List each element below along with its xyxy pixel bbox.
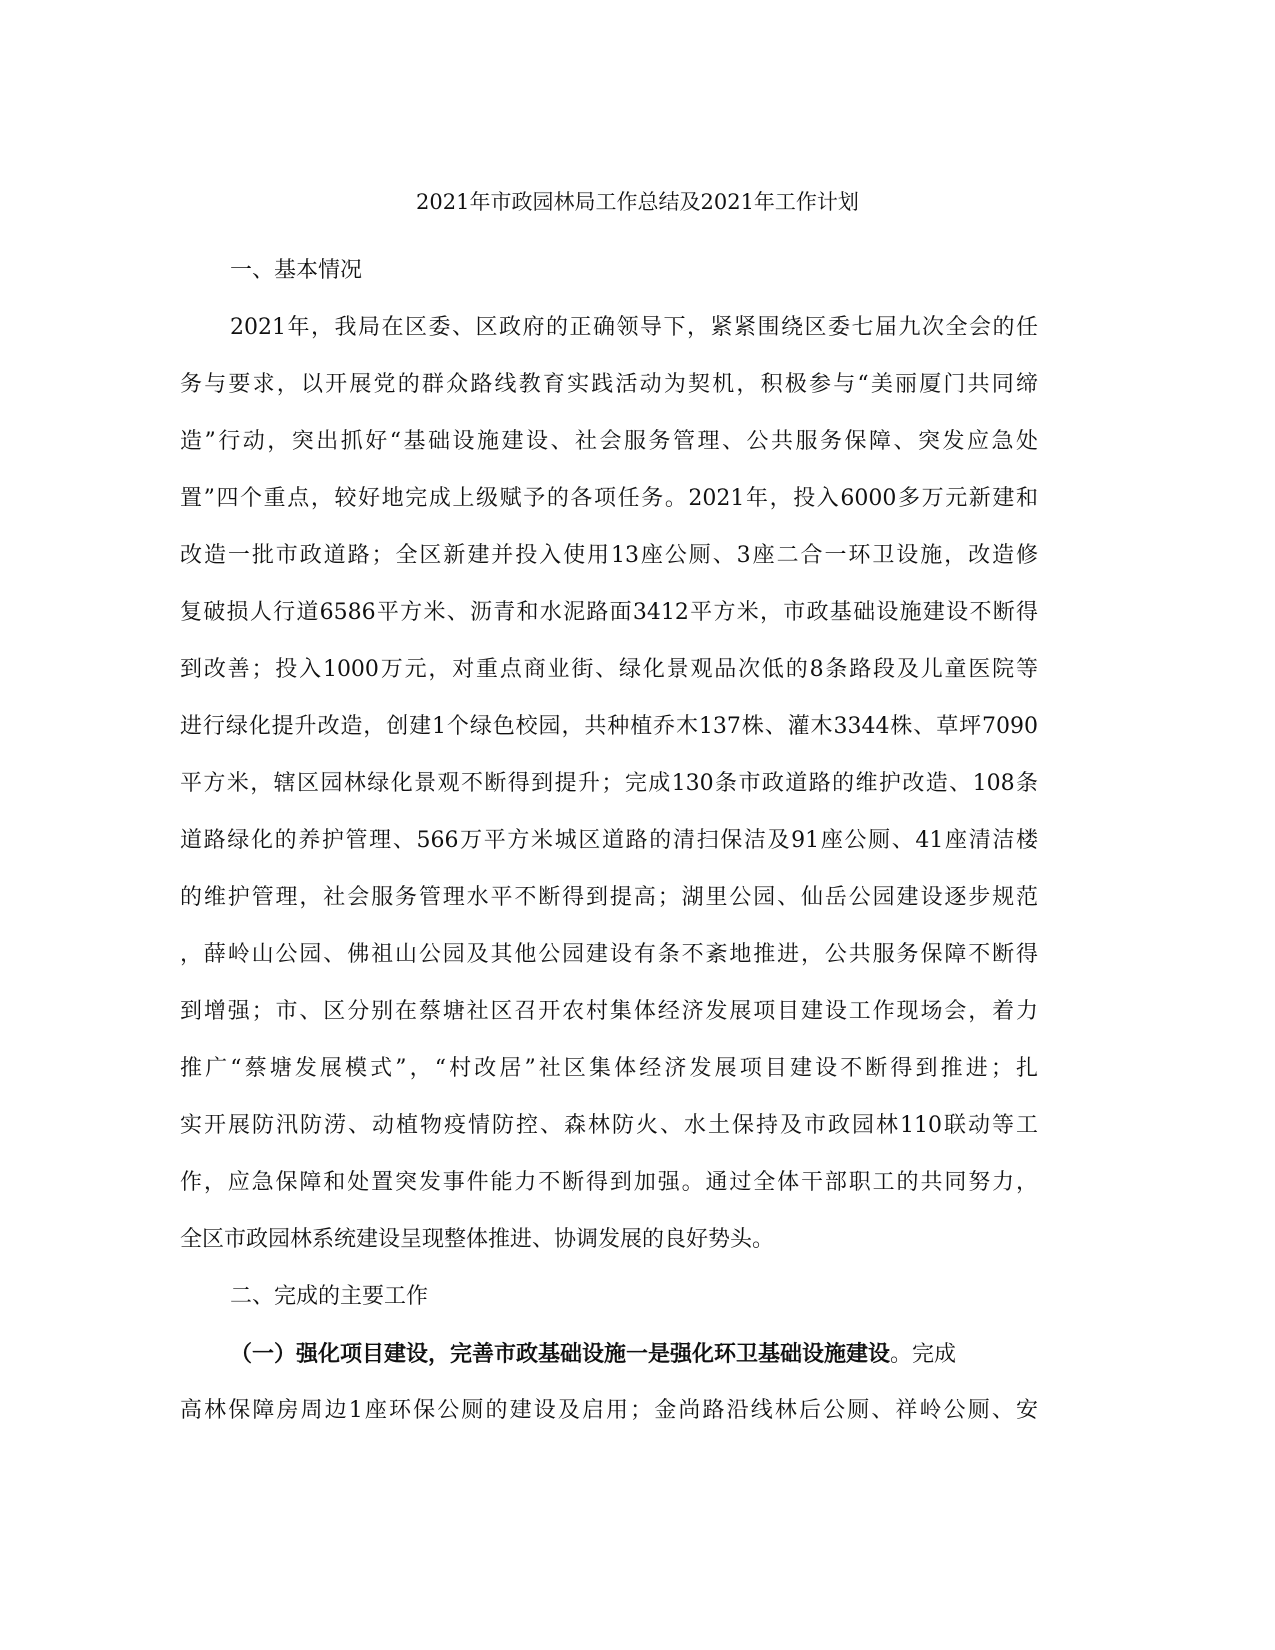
paragraph-line: 高林保障房周边1座环保公厕的建设及启用；金尚路沿线林后公厕、祥岭公厕、安 xyxy=(180,1398,1038,1423)
paragraph-line: ，薛岭山公园、佛祖山公园及其他公园建设有条不紊地推进，公共服务保障不断得 xyxy=(180,942,1038,967)
paragraph-line: 进行绿化提升改造，创建1个绿色校园，共种植乔木137株、灌木3344株、草坪7090 xyxy=(180,714,1038,739)
paragraph-line: 2021年，我局在区委、区政府的正确领导下，紧紧围绕区委七届九次全会的任 xyxy=(230,315,1038,340)
document-title: 2021年市政园林局工作总结及2021年工作计划 xyxy=(416,190,859,214)
paragraph-line: 道路绿化的养护管理、566万平方米城区道路的清扫保洁及91座公厕、41座清洁楼 xyxy=(180,828,1038,853)
paragraph-line: 平方米，辖区园林绿化景观不断得到提升；完成130条市政道路的维护改造、108条 xyxy=(180,771,1038,796)
paragraph-line: 实开展防汛防涝、动植物疫情防控、森林防火、水土保持及市政园林110联动等工 xyxy=(180,1113,1038,1138)
subsection-bold-text: （一）强化项目建设，完善市政基础设施一是强化环卫基础设施建设 xyxy=(230,1341,891,1367)
paragraph-line: 到改善；投入1000万元，对重点商业街、绿化景观品次低的8条路段及儿童医院等 xyxy=(180,657,1038,682)
section-heading-basic: 一、基本情况 xyxy=(230,258,363,283)
paragraph-line: 的维护管理，社会服务管理水平不断得到提高；湖里公园、仙岳公园建设逐步规范 xyxy=(180,885,1038,910)
subsection-line xyxy=(230,1339,1038,1370)
paragraph-line: 造”行动，突出抓好“基础设施建设、社会服务管理、公共服务保障、突发应急处 xyxy=(180,429,1038,454)
paragraph-line: 到增强；市、区分别在蔡塘社区召开农村集体经济发展项目建设工作现场会，着力 xyxy=(180,999,1038,1024)
paragraph-line: 全区市政园林系统建设呈现整体推进、协调发展的良好势头。 xyxy=(180,1227,775,1252)
paragraph-line: 作，应急保障和处置突发事件能力不断得到加强。通过全体干部职工的共同努力， xyxy=(180,1170,1038,1195)
paragraph-line: 务与要求，以开展党的群众路线教育实践活动为契机，积极参与“美丽厦门共同缔 xyxy=(180,372,1038,397)
paragraph-line: 改造一批市政道路；全区新建并投入使用13座公厕、3座二合一环卫设施，改造修 xyxy=(180,543,1038,568)
paragraph-line: 置”四个重点，较好地完成上级赋予的各项任务。2021年，投入6000多万元新建和 xyxy=(180,486,1038,511)
section-heading-main-work: 二、完成的主要工作 xyxy=(230,1284,429,1309)
paragraph-line: 推广“蔡塘发展模式”，“村改居”社区集体经济发展项目建设不断得到推进；扎 xyxy=(180,1056,1038,1081)
paragraph-line: 复破损人行道6586平方米、沥青和水泥路面3412平方米，市政基础设施建设不断得 xyxy=(180,600,1038,625)
subsection-rest-text: 。完成 xyxy=(890,1342,957,1367)
